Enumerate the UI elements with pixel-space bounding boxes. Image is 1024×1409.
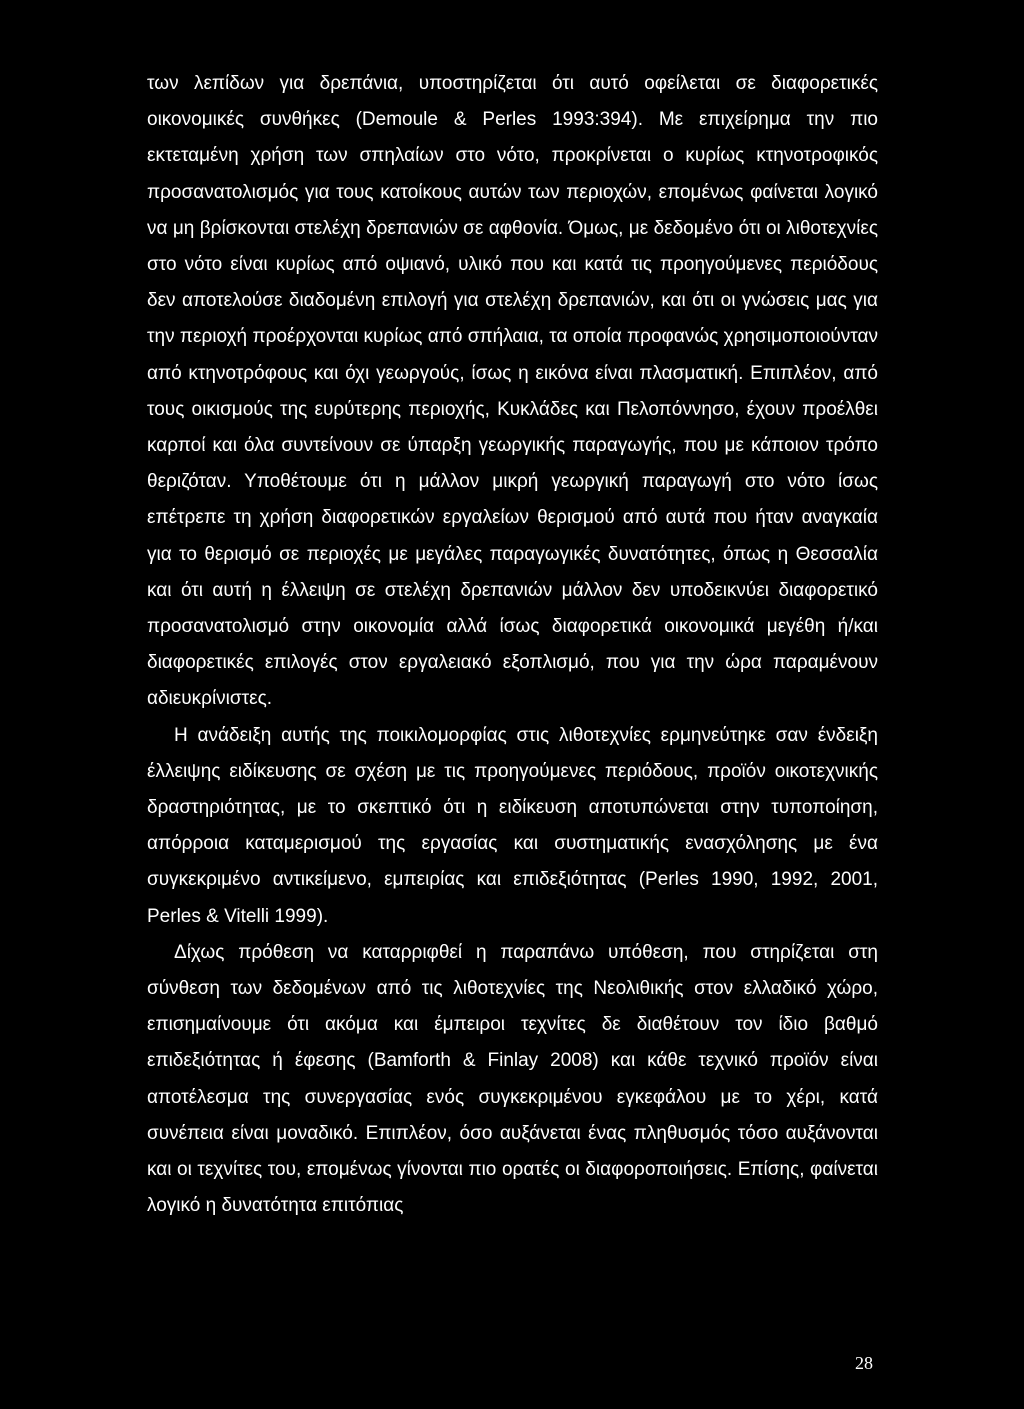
document-page-body — [147, 66, 878, 1225]
paragraph-3: Δίχως πρόθεση να καταρριφθεί η παραπάνω υπόθεση, που στηρίζεται στη σύνθεση των δεδομένων από τις λιθοτεχνίες της Νεολιθικής στον ελλαδικό χώρο, επισημαίνουμε ότι ακόμα και έμπειροι τεχνίτες δε διαθέτουν τον ίδιο βαθμό επιδεξιότητας ή έφεσης (Bamforth & Finlay 2008) και κάθε τεχνικό προϊόν είναι αποτέλεσμα της συνεργασίας ενός συγκεκριμένου εγκεφάλου με το χέρι, κατά συνέπεια είναι μοναδικό. Επιπλέον, όσο αυξάνεται ένας πληθυσμός τόσο αυξάνονται και οι τεχνίτες του, επομένως γίνονται πιο ορατές οι διαφοροποιήσεις. Επίσης, φαίνεται λογικό η δυνατότητα επιτόπιας — [147, 941, 878, 1217]
page-number: 28 — [855, 1353, 873, 1373]
paragraph-1: των λεπίδων για δρεπάνια, υποστηρίζεται ότι αυτό οφείλεται σε διαφορετικές οικονομικές συνθήκες (Demoule & Perles 1993:394). Με επιχείρημα την πιο εκτεταμένη χρήση των σπηλαίων στο νότο, προκρίνεται ο κυρίως κτηνοτροφικός προσανατολισμός για τους κατοίκους αυτών των περιοχών, επομένως φαίνεται λογικό να μη βρίσκονται στελέχη δρεπανιών σε αφθονία. Όμως, με δεδομένο ότι οι λιθοτεχνίες στο νότο είναι κυρίως από οψιανό, υλικό που και κατά τις προηγούμενες περιόδους δεν αποτελούσε διαδομένη επιλογή για στελέχη δρεπανιών, και ότι οι γνώσεις μας για την περιοχή προέρχονται κυρίως από σπήλαια, τα οποία προφανώς χρησιμοποιούνταν από κτηνοτρόφους και όχι γεωργούς, ίσως η εικόνα είναι πλασματική. Επιπλέον, από τους οικισμούς της ευρύτερης περιοχής, Κυκλάδες και Πελοπόννησο, έχουν προέλθει καρποί και όλα συντείνουν σε ύπαρξη γεωργικής παραγωγής, που με κάποιον τρόπο θεριζόταν. Υποθέτουμε ότι η μάλλον μικρή γεωργική παραγωγή στο νότο ίσως επέτρεπε τη χρήση διαφορετικών εργαλείων θερισμού από αυτά που ήταν αναγκαία για το θερισμό σε περιοχές με μεγάλες παραγωγικές δυνατότητες, όπως η Θεσσαλία και ότι αυτή η έλλειψη σε στελέχη δρεπανιών μάλλον δεν υποδεικνύει διαφορετικό προσανατολισμό στην οικονομία αλλά ίσως διαφορετικά οικονομικά μεγέθη ή/και διαφορετικές επιλογές στον εργαλειακό εξοπλισμό, που για την ώρα παραμένουν αδιευκρίνιστες. — [147, 73, 878, 710]
paragraph-2: Η ανάδειξη αυτής της ποικιλομορφίας στις λιθοτεχνίες ερμηνεύτηκε σαν ένδειξη έλλειψης ειδίκευσης σε σχέση με τις προηγούμενες περιόδους, προϊόν οικοτεχνικής δραστηριότητας, με το σκεπτικό ότι η ειδίκευση αποτυπώνεται στην τυποποίηση, απόρροια καταμερισμού της εργασίας και συστηματικής ενασχόλησης με ένα συγκεκριμένο αντικείμενο, εμπειρίας και επιδεξιότητας (Perles 1990, 1992, 2001, Perles & Vitelli 1999). — [147, 724, 878, 927]
